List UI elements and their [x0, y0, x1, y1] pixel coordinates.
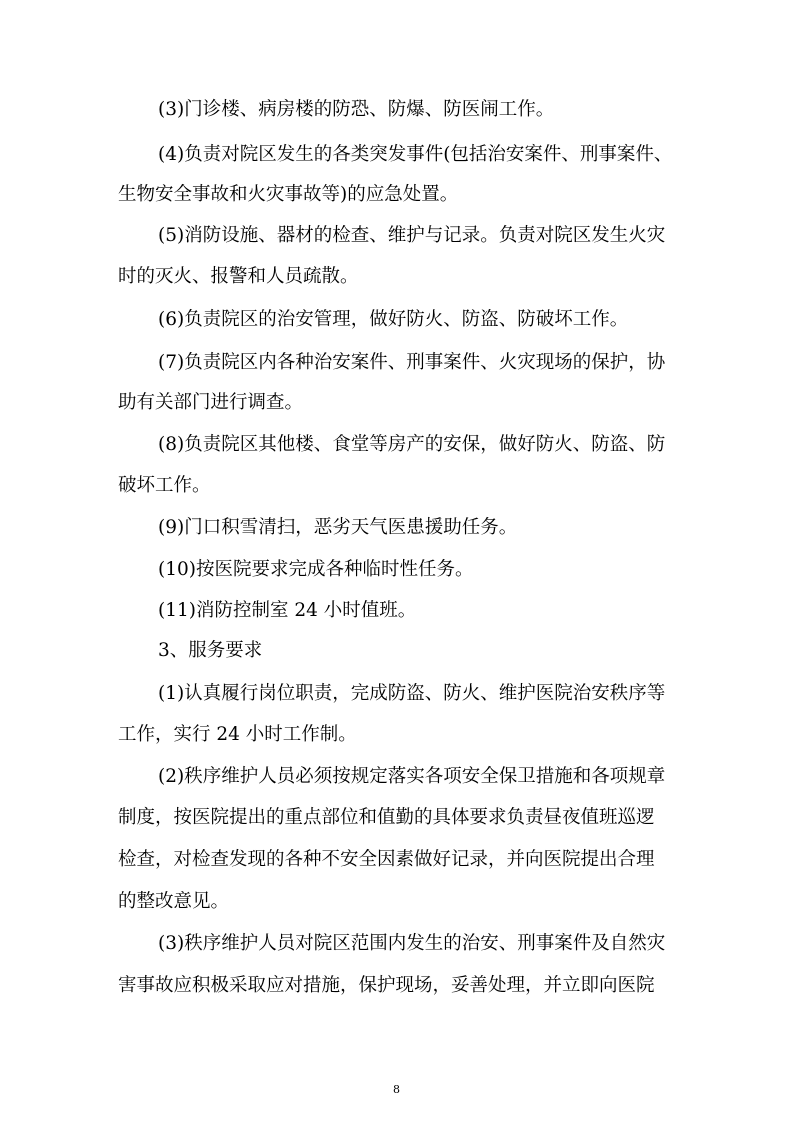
paragraph-line: (1)认真履行岗位职责，完成防盗、防火、维护医院治安秩序等 [158, 683, 666, 704]
paragraph-line: 的整改意见。 [118, 891, 230, 912]
paragraph-line: 破坏工作。 [118, 475, 211, 496]
paragraph-line: (5)消防设施、器材的检查、维护与记录。负责对院区发生火灾 [158, 225, 666, 246]
paragraph-line: 工作，实行 24 小时工作制。 [118, 724, 357, 745]
section-heading: 3、服务要求 [158, 640, 263, 661]
paragraph-line: (2)秩序维护人员必须按规定落实各项安全保卫措施和各项规章 [158, 766, 666, 787]
paragraph-line: 检查，对检查发现的各种不安全因素做好记录，并向医院提出合理 [118, 849, 655, 870]
paragraph-line: (7)负责院区内各种治安案件、刑事案件、火灾现场的保护，协 [158, 352, 666, 373]
paragraph-line: (8)负责院区其他楼、食堂等房产的安保，做好防火、防盗、防 [158, 434, 666, 455]
page-number: 8 [393, 1083, 400, 1096]
paragraph-line: (9)门口积雪清扫，恶劣天气医患援助任务。 [158, 517, 518, 538]
paragraph-line: (10)按医院要求完成各种临时性任务。 [158, 559, 474, 580]
paragraph-line: 制度，按医院提出的重点部位和值勤的具体要求负责昼夜值班巡逻 [118, 807, 655, 828]
paragraph-line: (6)负责院区的治安管理，做好防火、防盗、防破坏工作。 [158, 309, 629, 330]
paragraph-line: 生物安全事故和火灾事故等)的应急处置。 [118, 184, 459, 205]
paragraph-line: 助有关部门进行调查。 [118, 392, 304, 413]
paragraph-line: 时的灭火、报警和人员疏散。 [118, 266, 359, 287]
paragraph-line: (3)门诊楼、病房楼的防恐、防爆、防医闹工作。 [158, 99, 555, 120]
paragraph-line: (4)负责对院区发生的各类突发事件(包括治安案件、刑事案件、 [158, 144, 673, 165]
paragraph-line: (3)秩序维护人员对院区范围内发生的治安、刑事案件及自然灾 [158, 933, 666, 954]
paragraph-line: (11)消防控制室 24 小时值班。 [158, 600, 417, 621]
paragraph-line: 害事故应积极采取应对措施，保护现场，妥善处理，并立即向医院 [118, 975, 655, 996]
